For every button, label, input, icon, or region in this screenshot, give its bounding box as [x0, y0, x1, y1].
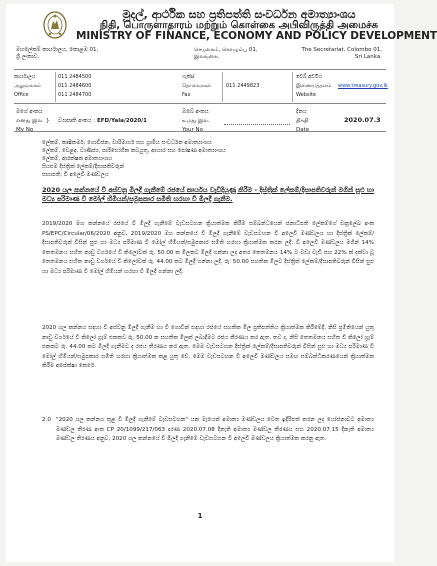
divider — [14, 103, 386, 104]
state-emblem-icon — [42, 10, 68, 40]
phone-number: 011 2484500 — [58, 74, 92, 80]
date-label: Date — [296, 127, 310, 133]
divider — [14, 69, 386, 70]
divider — [222, 72, 223, 102]
separator-colon: } — [46, 118, 50, 124]
divider — [292, 72, 293, 102]
divider — [55, 72, 56, 102]
address-line: இலங்கை. — [194, 54, 220, 60]
office-labels — [14, 73, 54, 100]
my-no-label: My No — [16, 127, 34, 133]
office-label: Office — [14, 92, 29, 98]
fax-number-box — [226, 73, 288, 91]
fax-labels — [182, 73, 222, 100]
website-link[interactable]: www.treasury.gov.lk — [338, 83, 388, 89]
office-numbers — [58, 73, 98, 100]
fax-label: Fax — [182, 92, 191, 98]
address-line: The Secretariat, Colombo 01, — [301, 47, 382, 53]
fax-label: தொலைநகல் — [182, 83, 212, 89]
date-label: திகதி — [296, 118, 309, 124]
body-paragraph: "2020 යල කන්නය තුළ වී මිලදී ගැනීමේ වැඩසටහන" යන මැයෙන් අමාත්‍ය මණ්ඩලය වෙත ඉදිරිපත් කරන ලද යෝජනාවට අමාත්‍ය මණ්ඩල තීරණ අංක CP 20/1099/217/063 දරණ 2020.07.08 දිනැති අමාත්‍ය මණ්ඩල තීරණය සහ 2020.07.15 දිනැති අමාත්‍ය මණ්ඩල තීරණය අනුව, 2020 යල කන්නයේ වී මිලදී ගැනීමේ වැඩසටහන වී අලෙවි මණ්ඩලය ක්‍රියාත්මක කරනු ඇත. — [56, 417, 374, 442]
divider — [14, 131, 386, 132]
web-labels — [296, 73, 336, 100]
web-label: இணையத்தளம் — [296, 83, 332, 89]
my-no-label: මගේ අංකය — [16, 109, 43, 115]
office-label: அலுவலகம் — [14, 83, 41, 89]
website-box — [338, 73, 388, 91]
your-no-label: ඔබේ අංකය — [182, 109, 209, 115]
web-label: වෙබ් අඩවිය — [296, 74, 323, 80]
your-no-label: Your No — [182, 127, 203, 133]
letter-subject: 2020 යල කන්නයේ වී අස්වනු මිලදී ගැනීමේ රජයේ කාර්යය වැඩිදියුණු කිරීම - දිස්ත්‍රික් ලේකම්/දිසාපතිවරුන් මගින් සුළු හා මධ්‍ය පරිමාණ වී මෝල් හිමියන්/සමුපකාර සමිති හරහා වී මිලදී ගැනීම. — [42, 186, 374, 203]
recipient: ලේකම්, ආරක්ෂක අමාත්‍යාංශය — [42, 156, 113, 162]
address-tamil — [194, 47, 258, 61]
fax-label: ෆැක්ස් — [182, 74, 195, 80]
paragraph-number: 2.0 — [42, 417, 51, 423]
your-no-label: உமது இல. — [182, 118, 210, 124]
address-line: Sri Lanka. — [354, 54, 382, 60]
your-no-field — [224, 124, 290, 125]
address-english — [301, 47, 382, 61]
address-line: මහලේකම් කාර්යාලය, කොළඹ 01, — [16, 47, 99, 53]
office-label: කාර්යාලය — [14, 74, 36, 80]
my-no-label: எனது இல. — [16, 118, 44, 124]
recipient: ලේකම්, කෘෂිකර්ම, ගොවිජන, වාරිමාර්ග සහ ග්‍රාමීය සංවර්ධන අමාත්‍යාංශය — [42, 140, 212, 146]
header-sinhala: මුදල්, ආර්ථික සහ ප්‍රතිපත්ති සංවර්ධන අමාත්‍යාංශය — [122, 8, 356, 21]
recipient: සියළුම දිස්ත්‍රික් ලේකම්/දිසාපතිවරුන් — [42, 164, 125, 170]
my-no-prefix: ව්‍යාපෘති අංකය : — [58, 118, 96, 124]
header-english: MINISTRY OF FINANCE, ECONOMY AND POLICY DEVELOPMENT — [76, 30, 437, 42]
recipient: ලේකම්, වෙළඳ, වාණිජ්‍ය, පාරිභෝගික කටයුතු, ආහාර සහ පෝෂණ අමාත්‍යාංශය — [42, 148, 226, 154]
address-sinhala — [16, 47, 98, 61]
body-paragraph: 2020 යල කන්නය සඳහා වී අස්වනු මිලදී ගැනීම හා වී ගොවීන් සඳහා රජයේ සහතික මිල ප්‍රතිපත්තිය ක්‍රියාත්මක කිරීමේදී, නිසි ප්‍රමිතියෙන් යුතු නාඩු වර්ගයේ වී කිලෝ ග්‍රෑම් එකකට රු. 50.00 ක සහතික මිලක් ලබාදීමට රජය තීරණය කර ඇත. තව ද, නිසි තෙතමනය සහිත වී කිලෝ ග්‍රෑම් එකකට රු. 44.00 කට මිලදී ගැනීමට ද රජය තීරණය කර ඇත. මෙම වැඩසටහන දිස්ත්‍රික් ලේකම්/දිසාපතිවරුන් විසින් සුළු හා මධ්‍ය පරිමාණ වී මෝල් හිමියන්/සමුපකාර සමිති හරහා ක්‍රියාත්මක කළ යුතු වේ. මෙම වැඩසටහන වී අලෙවි මණ්ඩලය සමඟ සම්බන්ධීකරණයෙන් ක්‍රියාත්මක කිරීම අපේක්ෂා කෙරේ. — [42, 325, 374, 369]
address-line: ශ්‍රී ලංකාව. — [16, 54, 40, 60]
my-no: EFD/Yala/2020/1 — [96, 118, 148, 124]
address-line: செயலகம், கொழும்பு 01, — [194, 47, 258, 53]
body-paragraph: 2019/2020 මහ කන්නයේ රජයේ වී මිලදී ගැනීමේ වැඩසටහන ක්‍රියාත්මක කිරීම සම්බන්ධයෙන් ජනාධිපති ලේකම්ගේ චක්‍රලේඛ අංක PS/EPC/Circular/06/2020 අනුව, 2019/2020 මහ කන්නයේ වී මිලදී ගැනීමේ වැඩසටහන වී අලෙවි මණ්ඩලය හා දිස්ත්‍රික් ලේකම්/දිසාපතිවරුන් විසින් සුළු හා මධ්‍ය පරිමාණ වී මෝල් හිමියන්/සමුපකාර සමිති හරහා ක්‍රියාත්මක කරන ලදී. වී අලෙවි මණ්ඩලය මගින් 14% තෙතමනය සහිත නාඩු වර්ගයේ වී කිලෝවක් රු. 50.00 ක මිලකට මිලදී ගන්නා ලද අතර තෙතමනය 14% ට වඩා වැඩි සහ 22% ක් දක්වා වූ තෙතමනය සහිත නාඩු වර්ගයේ වී කිලෝවක් රු. 44.00 කට මිලදී ගන්නා ලදී. රු. 50.00 සහතික මිලට දිස්ත්‍රික් ලේකම්/දිසාපතිවරුන් විසින් සුළු හා මධ්‍ය පරිමාණ වී මෝල් හිමියන් හරහා වී මිලදී ගන්නා ලදී. — [42, 221, 374, 275]
phone-number: 011 2484700 — [58, 92, 92, 98]
phone-number: 011 2484600 — [58, 83, 92, 89]
letter-page — [6, 4, 437, 562]
header-tamil: நிதி, பொருளாதாரம் மற்றும் கொள்கை அபிவிருத்தி அமைச்சு — [99, 20, 379, 31]
date-label: දිනය — [296, 109, 307, 115]
recipient-list — [42, 139, 226, 179]
recipient: සභාපති, වී අලෙවි මණ්ඩලය — [42, 172, 109, 178]
web-label: Website — [296, 92, 316, 98]
my-no-value — [58, 117, 147, 126]
fax-number: 011 2449823 — [226, 83, 260, 89]
letter-date: 2020.07.3 — [344, 116, 381, 124]
page-number: 1 — [197, 512, 203, 520]
